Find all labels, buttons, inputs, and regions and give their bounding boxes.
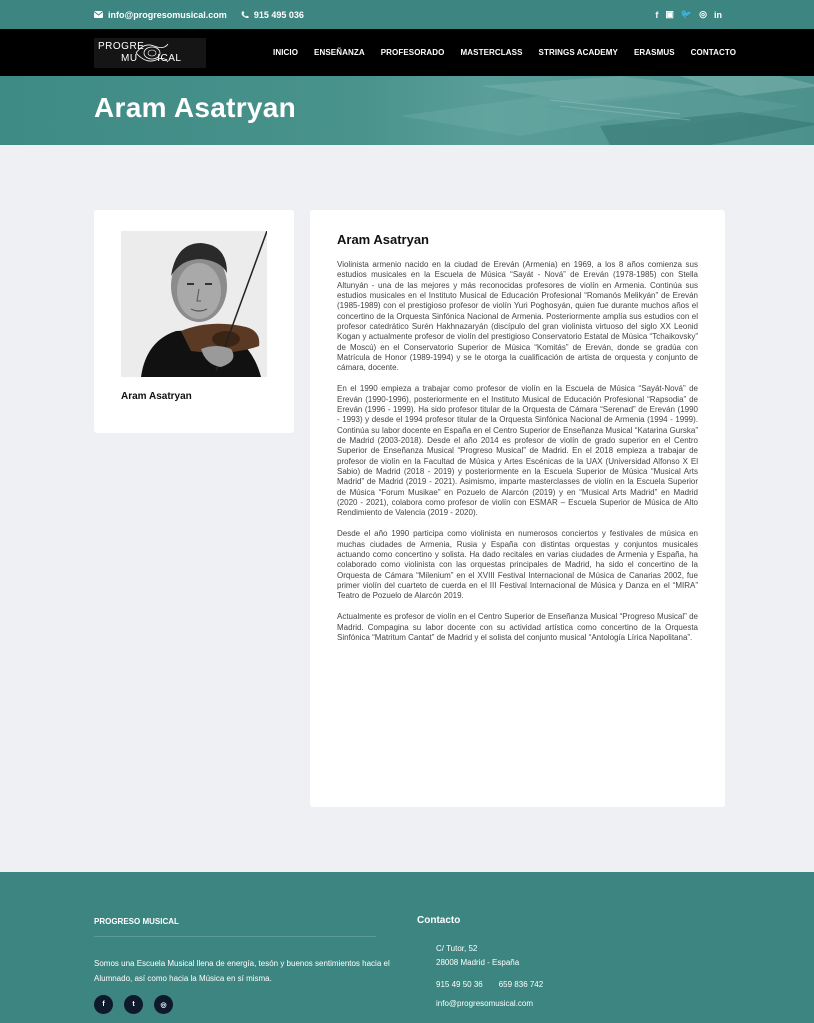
violinist-portrait-image bbox=[121, 231, 267, 377]
logo-text-line1: PROGRE bbox=[98, 41, 145, 52]
page-title: Aram Asatryan bbox=[94, 92, 297, 123]
youtube-icon[interactable]: ▣ bbox=[665, 9, 674, 19]
bio-paragraph: Desde el año 1990 participa como violinista en numerosos conciertos y festivales de música en muchas ciudades de Armenia, Rusia y España con distintas orquestas y conjuntos musicales actuando como concertino y solista. Ha dado recitales en varias ciudades de Armenia y España, ha colaborado como violinista con las orquestas principales de Madrid, ha sido el concertino de la Orquesta de Cámara “Milenium” en el XVIII Festival Internacional de Música de Canarias 2002, fue primer violín del cuarteto de cuerda en el III Festival Internacional de Música y Danza en el “MIRA” Teatro de Pozuelo de Alarcón 2019. bbox=[337, 529, 698, 601]
envelope-icon bbox=[94, 11, 103, 18]
footer-instagram-icon[interactable]: ◎ bbox=[154, 995, 173, 1014]
footer-phones bbox=[436, 978, 543, 992]
footer-facebook-icon[interactable]: f bbox=[94, 995, 113, 1014]
books-background-image bbox=[360, 76, 814, 145]
top-email-link[interactable] bbox=[94, 10, 227, 20]
top-bar bbox=[0, 0, 814, 29]
footer-contact-info bbox=[436, 942, 543, 1011]
nav-strings-academy[interactable]: STRINGS ACADEMY bbox=[538, 48, 618, 57]
footer-twitter-icon[interactable]: t bbox=[124, 995, 143, 1014]
footer-social bbox=[94, 995, 173, 1014]
linkedin-icon[interactable]: in bbox=[714, 9, 722, 20]
footer-phone-1[interactable]: 915 49 50 36 bbox=[436, 980, 483, 989]
top-phone-link[interactable] bbox=[241, 10, 304, 20]
profile-card bbox=[94, 210, 294, 433]
bio-card bbox=[310, 210, 725, 807]
instagram-icon[interactable]: ◎ bbox=[699, 9, 707, 19]
footer-email[interactable]: info@progresomusical.com bbox=[436, 999, 534, 1008]
footer-phone-2[interactable]: 659 836 742 bbox=[498, 980, 544, 989]
phone-icon bbox=[241, 11, 249, 19]
footer-title: PROGRESO MUSICAL bbox=[94, 917, 179, 926]
footer-description: Somos una Escuela Musical llena de energía, tesón y buenos sentimientos hacia el Alumnado, así como hacia la Música en sí misma. bbox=[94, 959, 390, 983]
nav-masterclass[interactable]: MASTERCLASS bbox=[460, 48, 523, 57]
nav-inicio[interactable]: INICIO bbox=[273, 48, 299, 57]
footer-address-line2: 28008 Madrid - España bbox=[436, 958, 520, 967]
bio-text bbox=[337, 260, 698, 654]
footer-address-line1: C/ Tutor, 52 bbox=[436, 944, 478, 953]
top-social bbox=[655, 0, 722, 29]
profile-name: Aram Asatryan bbox=[121, 391, 192, 402]
footer-divider bbox=[94, 936, 376, 937]
nav-profesorado[interactable]: PROFESORADO bbox=[380, 48, 445, 57]
top-email: info@progresomusical.com bbox=[108, 9, 227, 20]
nav-contacto[interactable]: CONTACTO bbox=[690, 48, 737, 57]
profile-photo bbox=[121, 231, 267, 377]
site-footer bbox=[0, 872, 814, 1023]
bio-paragraph: En el 1990 empieza a trabajar como profesor de violín en la Escuela de Música “Sayát-Nová” de Ereván (1990-1996), posteriormente en el Instituto Musical de Educación Profesional “Rapsodia” de Ereván (1996 - 1999). Ha sido profesor titular de la Orquesta de Cámara “Serenad” de Ereván (1990 - 1993) y desde el 1994 profesor titular de la Orquesta Sinfónica Nacional de Armenia (1994 - 1999). Continúa su labor docente en España en el Centro Superior de Enseñanza Musical “Katarina Gurska” de Madrid (2003-2018). Desde el año 2014 es profesor de violín de grado superior en el Centro Superior de Enseñanza Musical “Progreso Musical” de Madrid. En el 2018 empieza a trabajar de profesor de violín en la Facultad de Música y Artes Escénicas de la UAX (Universidad Alfonso X El Sabio) de Madrid (2018 - 2019) y posteriormente en la Escuela Superior de Música “Musical Arts Madrid” de Madrid (2019 - 2021). Asimismo, imparte masterclasses de violín en la Escuela Superior de Música “Forum Musikae” en Pozuelo de Alarcón (2019) y en “Musical Arts Madrid” en Madrid (2020 - 2021), colabora como profesor de violín con ESMAR – Escuela Superior de Música de Alto Rendimiento de Valencia (2019 - 2020). bbox=[337, 384, 698, 518]
bio-paragraph: Violinista armenio nacido en la ciudad de Ereván (Armenia) en 1969, a los 8 años comienza sus estudios musicales en la Escuela de Música “Sayát - Nová” de Ereván (1978-1985) con Stella Altunyán - una de las mejores y más reconocidas profesores de violín en Armenia. Continúa sus estudios musicales en el Instituto Musical de Educación Profesional “Romanós Melikyán” de Ereván (1985-1989) con el prestigioso profesor de violín Yuri Poghosyán, quien fue durante muchos años el concertino de la Orquesta Sinfónica Nacional de Armenia. Posteriormente amplía sus estudios con el profesor catedrático Surén Hakhnazaryán (discípulo del gran violinista virtuoso del siglo XX Leonid Kogan y actualmente profesor de violín del prestigioso Conservatorio Estatal de Música “Tchaikovsky” de Moscú) en el Conservatorio Superior de Música “Komitás” de Ereván, donde se gradúa con Matrícula de Honor (1989-1994) y se le otorga la cualificación de artista de orquesta y conjunto de cámara, docente. bbox=[337, 260, 698, 373]
bio-paragraph: Actualmente es profesor de violín en el Centro Superior de Enseñanza Musical “Progreso Musical” de Madrid. Compagina su labor docente con su actividad artística como concertino de la Orquesta Sinfónica “Matritum Cantat” de Madrid y el solista del conjunto musical “Antología Lírica Napolitana”. bbox=[337, 612, 698, 642]
twitter-icon[interactable]: 🐦 bbox=[680, 9, 693, 19]
main-navbar bbox=[0, 29, 814, 76]
main-menu bbox=[273, 29, 736, 76]
nav-erasmus[interactable]: ERASMUS bbox=[633, 48, 675, 57]
logo-text-line2: MU ICAL bbox=[121, 53, 182, 64]
page-hero bbox=[0, 76, 814, 145]
top-contact bbox=[94, 0, 304, 29]
nav-ensenanza[interactable]: ENSEÑANZA bbox=[314, 48, 365, 57]
site-logo[interactable] bbox=[94, 38, 206, 68]
bio-title: Aram Asatryan bbox=[337, 232, 430, 247]
top-phone: 915 495 036 bbox=[253, 9, 304, 20]
footer-contact-title: Contacto bbox=[417, 915, 461, 926]
facebook-icon[interactable]: f bbox=[655, 9, 659, 20]
